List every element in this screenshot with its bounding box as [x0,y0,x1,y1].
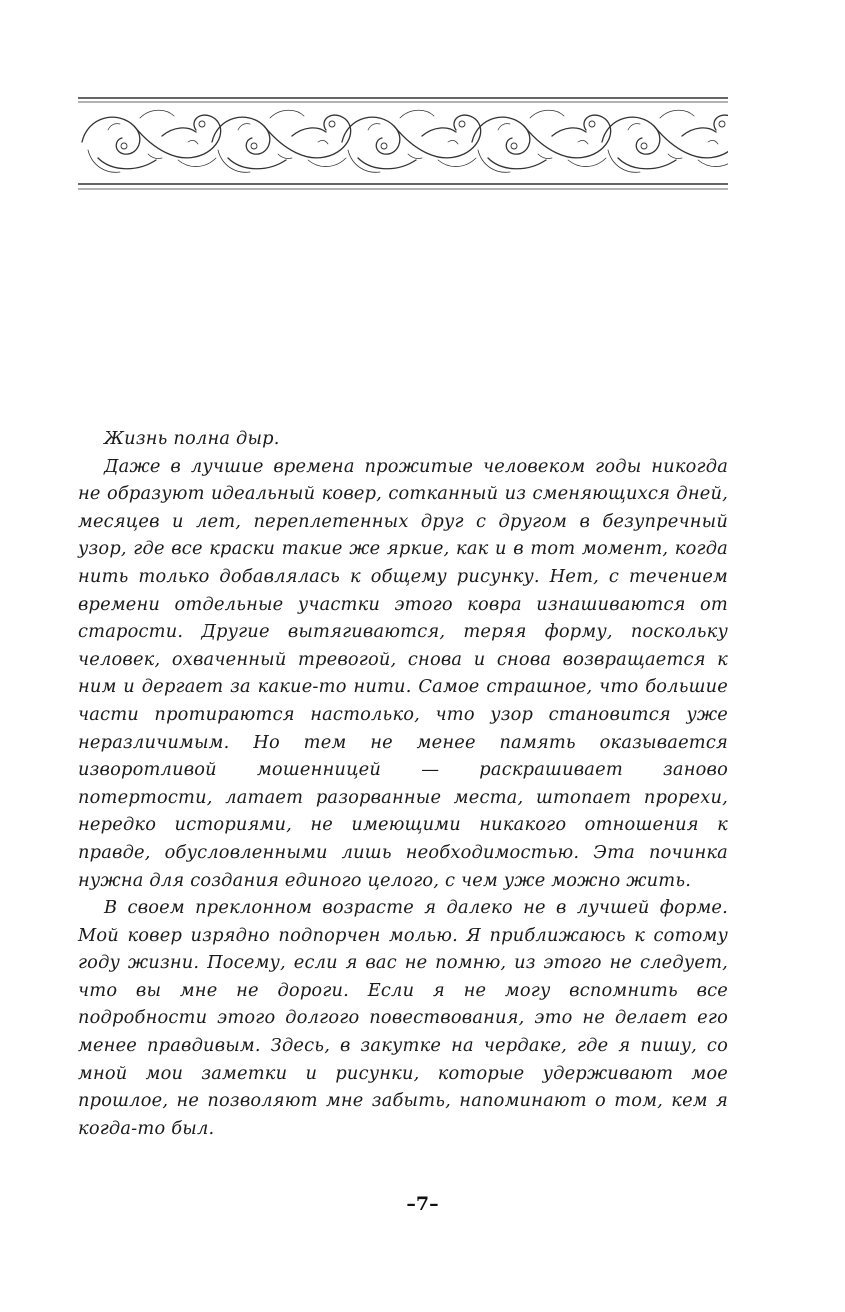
paragraph-2: Даже в лучшие времена прожитые человеком годы никогда не образуют идеальный ковер, сотканный из сменяющихся дней, месяцев и лет, переплетенных друг с другом в безупречный узор, где все краски такие же яркие, как и в тот момент, когда нить только добавлялась к общему рисунку. Нет, с течением времени отдельные участки этого ковра изнашиваются от старости. Другие вытягиваются, теряя форму, поскольку человек, охваченный тревогой, снова и снова возвращается к ним и дергает за какие-то нити. Самое страшное, что большие части протираются настолько, что узор становится уже неразличимым. Но тем не менее память оказывается изворотливой мошенницей — раскрашивает заново потертости, латает разорванные места, штопает прорехи, нередко историями, не имеющими никакого отношения к правде, обусловленными лишь необходимостью. Эта починка нужна для создания единого целого, с чем уже можно жить. [78,455,728,891]
scroll-ornament-icon [78,96,728,192]
paragraph-1: Жизнь полна дыр. [104,428,280,449]
main-text [78,425,728,1142]
paragraph-3: В своем преклонном возрасте я далеко не в лучшей форме. Мой ковер изрядно подпорчен молью. Я приближаюсь к сотому году жизни. Посему, если я вас не помню, из этого не следует, что вы мне не дороги. Если я не могу вспомнить все подробности этого долгого повествования, это не делает его менее правдивым. Здесь, в закутке на чердаке, где я пишу, со мной мои заметки и рисунки, которые удерживают мое прошлое, не позволяют мне забыть, напоминают о том, кем я когда-то был. [78,897,728,1139]
page-number: –7– [406,1193,439,1215]
